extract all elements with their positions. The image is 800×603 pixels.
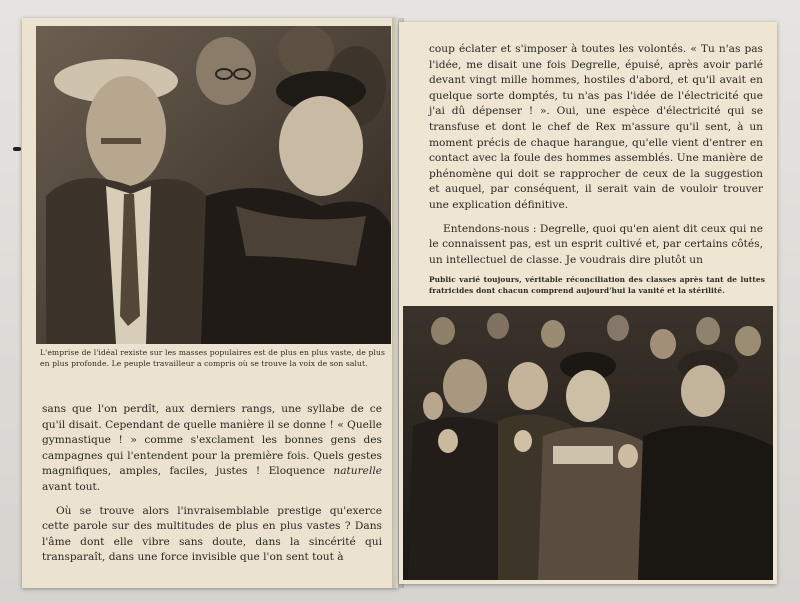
right-page	[399, 22, 777, 584]
left-paragraph-1-italic: naturelle	[333, 465, 382, 478]
photo-crowd-elderly-image	[36, 26, 391, 344]
left-body-text	[42, 402, 382, 566]
photo-crowd-elderly	[36, 26, 391, 344]
left-page	[22, 18, 398, 588]
stray-mark	[13, 147, 21, 151]
left-paragraph-1-text: sans que l'on perdît, aux derniers rangs, une syllabe de ce qu'il disait. Cependant de quelle manière il se donne ! « Quelle gymnastique ! » comme s'exclament les bonnes gens des campagnes qui l'entendent pour la première fois. Quels gestes magnifiques, amples, faciles, justes ! Eloquence	[42, 403, 382, 478]
photo-audience-applauding	[403, 306, 773, 580]
left-paragraph-1-end: avant tout.	[42, 480, 101, 493]
right-paragraph-1: coup éclater et s'imposer à toutes les volontés. « Tu n'as pas l'idée, me disait une fois Degrelle, épuisé, après avoir parlé devant vingt mille hommes, hostiles d'abord, et qu'il avait en quelque sorte domptés, tu n'as pas l'idée de l'électricité que j'ai dû dépenser ! ». Oui, une espèce d'électricité qui se transfuse et dont le chef de Rex m'assure qu'il sent, à un moment précis de chaque harangue, qu'elle vient d'entrer en contact avec la foule des hommes assemblés. Une manière de phénomène qui doit se rapprocher de ceux de la suggestion et auquel, par conséquent, il serait vain de vouloir trouver une explication définitive.	[429, 43, 763, 211]
photo-audience-applauding-image	[403, 306, 773, 580]
left-paragraph-2: Où se trouve alors l'invraisemblable prestige qu'exerce cette parole sur des multitudes de plus en plus vastes ? Dans l'âme dont elle vibre sans doute, dans la sincérité qui transparaît, dans une force invisible que l'on sent tout à	[42, 504, 382, 564]
left-photo-caption: L'emprise de l'idéal rexiste sur les masses populaires est de plus en plus vaste, de plus en plus profonde. Le peuple travailleur a compris où se trouve la voix de son salut.	[40, 348, 385, 368]
right-body-text	[429, 42, 763, 268]
right-photo-caption: Public varié toujours, véritable réconciliation des classes après tant de luttes fratricides dont chacun comprend aujourd'hui la vanité et la stérilité.	[429, 275, 765, 295]
left-paragraph-1	[42, 402, 382, 496]
right-paragraph-2: Entendons-nous : Degrelle, quoi qu'en aient dit ceux qui ne le connaissent pas, est un esprit cultivé et, par certains côtés, un intellectuel de classe. Je voudrais dire plutôt un	[429, 222, 763, 266]
